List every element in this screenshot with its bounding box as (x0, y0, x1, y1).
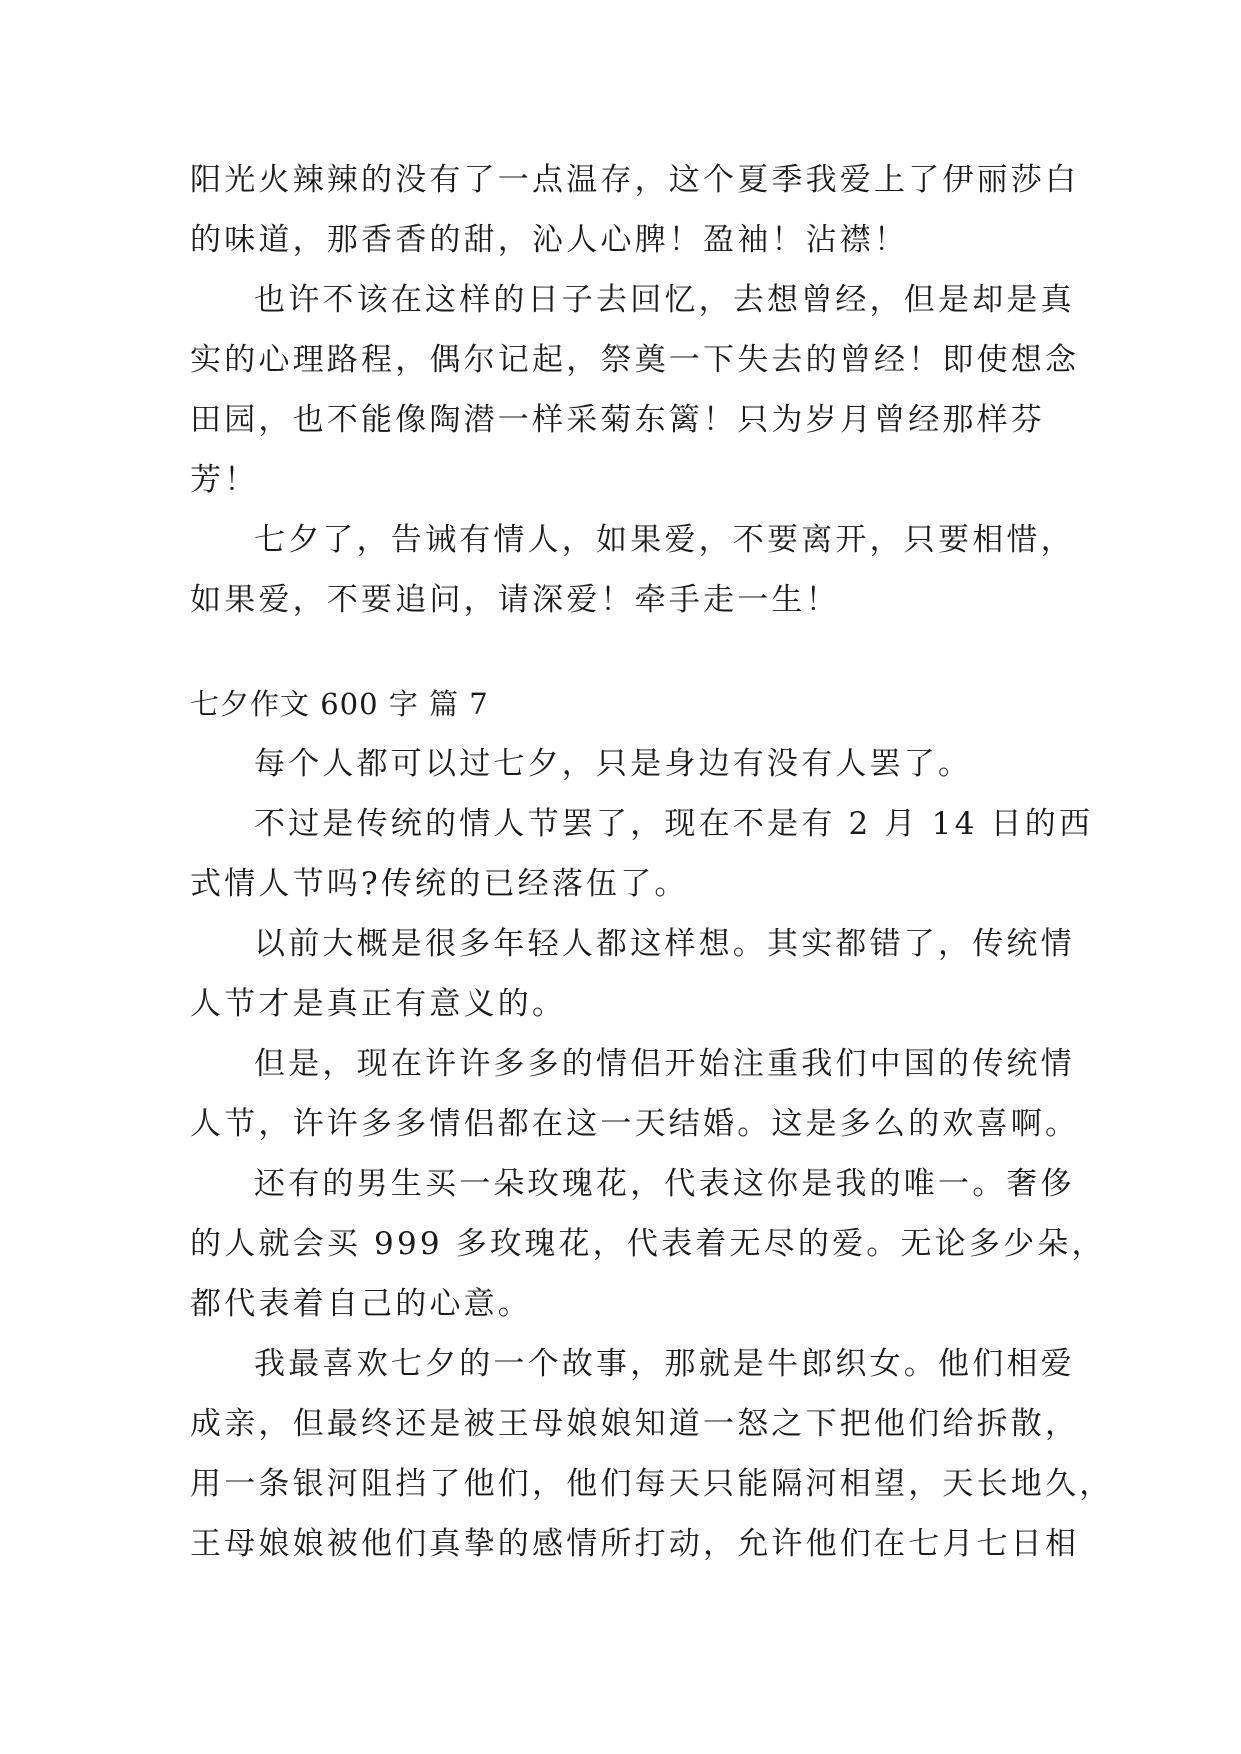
paragraph-1 (190, 734, 1070, 794)
paragraph-2 (190, 794, 1094, 914)
text-line: 王母娘娘被他们真挚的感情所打动，允许他们在七月七日相 (190, 1526, 1080, 1562)
text-line: 用一条银河阻挡了他们，他们每天只能隔河相望，天长地久， (190, 1466, 1114, 1502)
text-line: 芳！ (190, 462, 259, 498)
text-line: 七夕了，告诫有情人，如果爱，不要离开，只要相惜， (254, 522, 1075, 558)
text-line: 每个人都可以过七夕，只是身边有没有人罢了。 (254, 746, 973, 782)
text-line: 阳光火辣辣的没有了一点温存，这个夏季我爱上了伊丽莎白 (190, 162, 1080, 198)
text-line: 实的心理路程，偶尔记起，祭奠一下失去的曾经！即使想念 (190, 342, 1080, 378)
text-line: 但是，现在许许多多的情侣开始注重我们中国的传统情 (254, 1046, 1075, 1082)
text-line: 还有的男生买一朵玫瑰花，代表这你是我的唯一。奢侈 (254, 1166, 1075, 1202)
text-line: 田园，也不能像陶潜一样采菊东篱！只为岁月曾经那样芬 (190, 402, 1045, 438)
paragraph-3 (190, 914, 1075, 1034)
paragraph-6 (190, 1334, 1114, 1574)
text-line: 的人就会买 999 多玫瑰花，代表着无尽的爱。无论多少朵， (190, 1226, 1106, 1262)
text-line: 人节，许许多多情侣都在这一天结婚。这是多么的欢喜啊。 (190, 1106, 1080, 1142)
text-line: 我最喜欢七夕的一个故事，那就是牛郎织女。他们相爱 (254, 1346, 1075, 1382)
paragraph-continuation-1 (190, 150, 1080, 270)
paragraph-memory (190, 270, 1080, 510)
text-line: 人节才是真正有意义的。 (190, 986, 567, 1022)
text-line: 的味道，那香香的甜，沁人心脾！盈袖！沾襟！ (190, 222, 909, 258)
text-line: 式情人节吗?传统的已经落伍了。 (190, 866, 689, 902)
text-line: 不过是传统的情人节罢了，现在不是有 2 月 14 日的西 (254, 806, 1094, 842)
text-line: 以前大概是很多年轻人都这样想。其实都错了，传统情 (254, 926, 1075, 962)
paragraph-5 (190, 1154, 1106, 1334)
text-line: 如果爱，不要追问，请深爱！牵手走一生！ (190, 582, 840, 618)
text-line: 也许不该在这样的日子去回忆，去想曾经，但是却是真 (254, 282, 1075, 318)
paragraph-4 (190, 1034, 1080, 1154)
section-heading: 七夕作文 600 字 篇 7 (190, 687, 489, 721)
text-line: 都代表着自己的心意。 (190, 1286, 532, 1322)
text-line: 成亲，但最终还是被王母娘娘知道一怒之下把他们给拆散， (190, 1406, 1080, 1442)
paragraph-qixi-advice (190, 510, 1075, 630)
document-page (190, 150, 1114, 1574)
